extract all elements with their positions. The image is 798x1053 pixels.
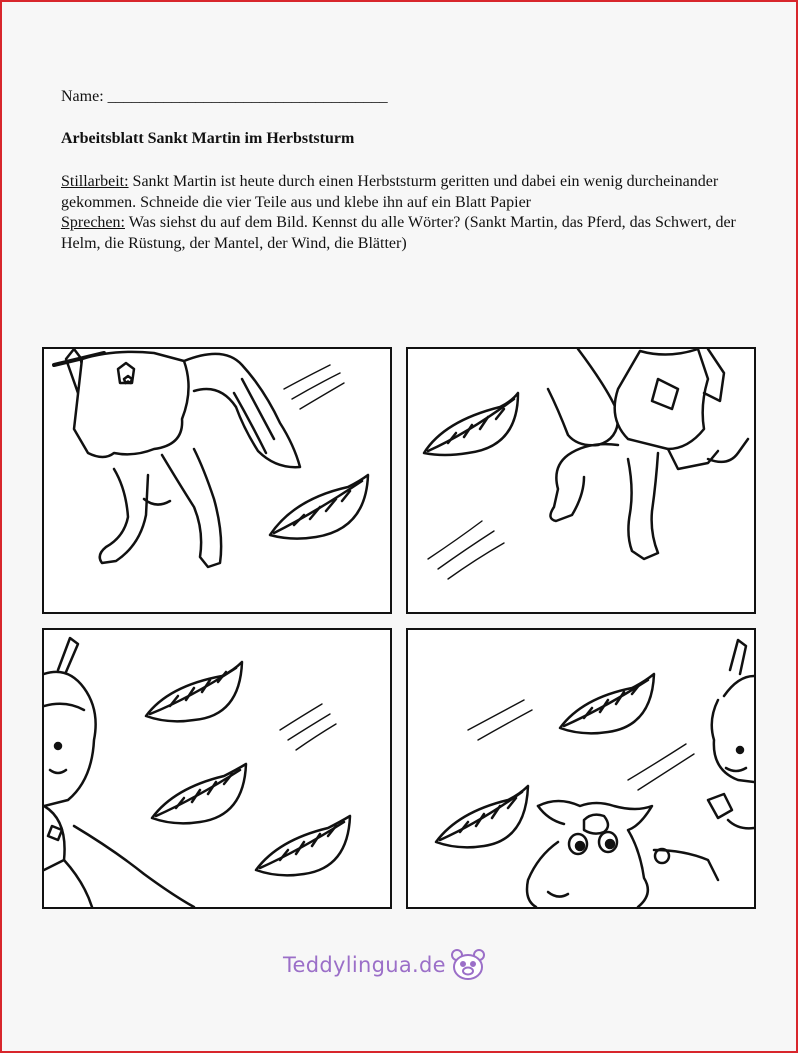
wind-lines-icon (284, 365, 344, 409)
worksheet-title: Arbeitsblatt Sankt Martin im Herbststurm (61, 130, 355, 147)
stillarbeit-label: Stillarbeit: (61, 173, 129, 190)
horse-legs-icon (550, 439, 748, 559)
puzzle-panel-top-right (406, 347, 756, 614)
name-label: Name: (61, 88, 104, 105)
saddle-blanket-icon (74, 352, 189, 457)
instructions (61, 172, 761, 254)
wind-lines-icon (280, 704, 336, 750)
horse-head-icon (527, 801, 652, 907)
wind-lines-icon (428, 521, 504, 579)
sprechen-text: Was siehst du auf dem Bild. Kennst du alle Wörter? (Sankt Martin, das Pferd, das Schwert, der Helm, die Rüstung, der Mantel, der Wind, die Blätter) (61, 214, 736, 252)
puzzle-panel-bottom-left (42, 628, 392, 909)
teddy-bear-icon (449, 948, 487, 982)
cape-icon (64, 826, 194, 907)
leaf-icon (146, 662, 242, 721)
leaf-icon (256, 816, 350, 875)
puzzle-panel-bottom-right (406, 628, 756, 909)
leaf-icon (152, 764, 246, 823)
puzzle-panel-top-left (42, 347, 392, 614)
wind-lines-icon (468, 700, 694, 790)
name-field (61, 88, 388, 106)
horse-legs-icon (100, 449, 221, 567)
name-blank: ___________________________________ (107, 88, 388, 105)
leaf-icon (436, 786, 528, 847)
stillarbeit-text: Sankt Martin ist heute durch einen Herbststurm geritten und dabei ein wenig durcheinander gekommen. Schneide die vier Teile aus und klebe ihn auf ein Blatt Papier (61, 173, 719, 211)
horse-tail-icon (184, 354, 300, 467)
leaf-icon (560, 674, 654, 733)
leaf-icon (424, 393, 518, 455)
logo-text: Teddylingua.de (283, 953, 446, 977)
knight-helmet-icon (654, 640, 754, 880)
teddylingua-logo (283, 947, 487, 983)
sprechen-label: Sprechen: (61, 214, 125, 231)
leaf-icon (270, 475, 368, 539)
